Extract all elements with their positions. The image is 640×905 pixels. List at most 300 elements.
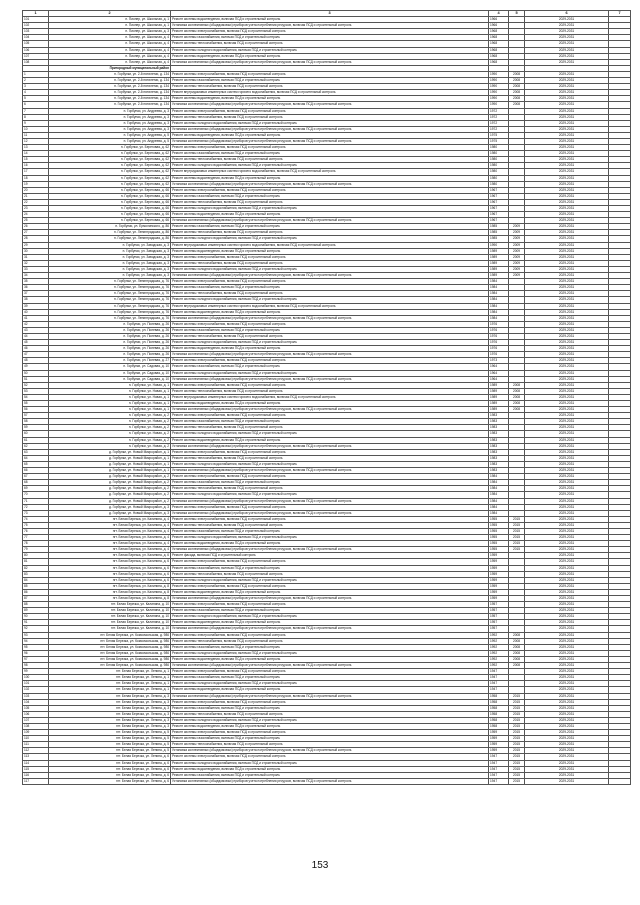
cell-planned-period: 2029-2031 xyxy=(525,59,609,65)
cell-work-type: Ремонт системы теплоснабжения, включая ПСД и строительный контроль xyxy=(171,571,489,577)
cell-work-type: Ремонт системы водоотведения, включая ПСД и строительный контроль xyxy=(171,401,489,407)
cell-address: п. Горбунки, ул. Заводская, д. 3 xyxy=(49,242,171,248)
cell-work-type: Ремонт системы газоснабжения, включая ПСД и строительный контроль xyxy=(171,480,489,486)
cell-row-number: 52 xyxy=(23,382,49,388)
cell-year-built: 1959 xyxy=(489,730,509,736)
cell-year-built: 1980 xyxy=(489,151,509,157)
cell-work-type: Ремонт системы холодного водоснабжения, включая ПСД и строительный контроль xyxy=(171,535,489,541)
cell-address: пгт. Белая Березка, ул. Калинина, д. 10 xyxy=(49,602,171,608)
cell-work-type: Ремонт системы электроснабжения, включая ПСД и строительный контроль xyxy=(171,187,489,193)
cell-row-number: 80 xyxy=(23,553,49,559)
cell-planned-period: 2029-2031 xyxy=(525,693,609,699)
cell-row-number: 33 xyxy=(23,266,49,272)
cell-year-built: 1959 xyxy=(489,583,509,589)
cell-row-number: 75 xyxy=(23,522,49,528)
cell-address: п. Горбунки, ул. Полевая, д. 26 xyxy=(49,327,171,333)
cell-address: п. Горбунки, ул. Новая, д. 1 xyxy=(49,401,171,407)
cell-work-type: Ремонт системы водоотведения, включая ПСД и строительный контроль xyxy=(171,96,489,102)
cell-year-built: 1976 xyxy=(489,321,509,327)
cell-planned-period: 2029-2031 xyxy=(525,333,609,339)
cell-year-repair: 2009 xyxy=(509,254,525,260)
cell-planned-period: 2029-2031 xyxy=(525,547,609,553)
cell-address: п. Горбунки, ул. Садовая, д. 10 xyxy=(49,370,171,376)
cell-address: п. Горбунки, ул. Новая, д. 1 xyxy=(49,382,171,388)
cell-planned-period: 2029-2031 xyxy=(525,254,609,260)
cell-address: п. Горбунки, ул. Береговая, д. 62 xyxy=(49,169,171,175)
cell-work-type: Установка коллективных (общедомовых) приборов учета потребления ресурсов, включая ПСД и строительный контроль xyxy=(171,376,489,382)
cell-year-repair: 2009 xyxy=(509,224,525,230)
cell-address: п. Горбунки, ул. Береговая, д. 62 xyxy=(49,181,171,187)
cell-year-built: 1990 xyxy=(489,71,509,77)
cell-year-built: 1976 xyxy=(489,352,509,358)
cell-work-type: Ремонт системы газоснабжения, включая ПСД и строительный контроль xyxy=(171,565,489,571)
cell-address: п. Горбунки, ул. Береговая, д. 62 xyxy=(49,163,171,169)
cell-address: п. Горбунки, ул. Ермолинского, д. 86 xyxy=(49,224,171,230)
cell-planned-period: 2029-2031 xyxy=(525,370,609,376)
cell-year-built: 1983 xyxy=(489,419,509,425)
cell-year-built: 1980 xyxy=(489,175,509,181)
cell-address: п. Горбунки, ул. Новая, д. 2 xyxy=(49,431,171,437)
cell-work-type: Установка коллективных (общедомовых) приборов учета потребления ресурсов, включая ПСД и строительный контроль xyxy=(171,315,489,321)
cell-planned-period: 2029-2031 xyxy=(525,352,609,358)
cell-work-type: Установка коллективных (общедомовых) приборов учета потребления ресурсов, включая ПСД и строительный контроль xyxy=(171,547,489,553)
cell-row-number: 107 xyxy=(23,53,49,59)
cell-row-number: 102 xyxy=(23,687,49,693)
cell-address: п. Горбунки, ул. Ленинградская, д. 76 xyxy=(49,285,171,291)
cell-work-type: Ремонт системы теплоснабжения, включая ПСД и строительный контроль xyxy=(171,425,489,431)
cell-address: пгт. Белая Березка, ул. Ленина, д. 3 xyxy=(49,693,171,699)
cell-year-built: 1984 xyxy=(489,309,509,315)
cell-address: п. Горбунки, ул. Андреева, д. 5 xyxy=(49,138,171,144)
cell-year-built: 1947 xyxy=(489,760,509,766)
cell-row-number: 39 xyxy=(23,303,49,309)
cell-work-type: Ремонт системы холодного водоснабжения, включая ПСД и строительный контроль xyxy=(171,266,489,272)
cell-row-number: 96 xyxy=(23,650,49,656)
cell-planned-period: 2029-2031 xyxy=(525,187,609,193)
cell-year-built: 1984 xyxy=(489,279,509,285)
cell-row-number: 82 xyxy=(23,565,49,571)
cell-address: пгт. Белая Березка, ул. Калинина, д. 8 xyxy=(49,583,171,589)
cell-year-built: 1958 xyxy=(489,717,509,723)
cell-planned-period: 2029-2031 xyxy=(525,626,609,632)
cell-address: п. Горбунки, ул. Береговая, д. 62 xyxy=(49,157,171,163)
cell-planned-period: 2029-2031 xyxy=(525,504,609,510)
cell-year-built: 1984 xyxy=(489,492,509,498)
cell-planned-period: 2029-2031 xyxy=(525,279,609,285)
cell-work-type: Ремонт системы холодного водоснабжения, включая ПСД и строительный контроль xyxy=(171,431,489,437)
cell-planned-period: 2029-2031 xyxy=(525,181,609,187)
cell-year-built: 1967 xyxy=(489,206,509,212)
cell-year-built: 1983 xyxy=(489,455,509,461)
cell-address: п. Горбунки, ул. 2-й пятилетки, д. 134 xyxy=(49,71,171,77)
cell-planned-period: 2029-2031 xyxy=(525,492,609,498)
cell-planned-period: 2029-2031 xyxy=(525,206,609,212)
cell-row-number: 115 xyxy=(23,766,49,772)
cell-address: пгт. Белая Березка, ул. Ленина, д. 6 xyxy=(49,772,171,778)
cell-address: п. Горбунки, ул. Береговая, д. 66 xyxy=(49,212,171,218)
cell-row-number: 77 xyxy=(23,535,49,541)
cell-year-repair: 2015 xyxy=(509,742,525,748)
cell-year-repair: 2015 xyxy=(509,717,525,723)
cell-address: пгт. Белая Березка, ул. Ленина, д. 3 xyxy=(49,699,171,705)
cell-year-repair: 2015 xyxy=(509,772,525,778)
cell-address: д. Горбунки, ул. Новый Микрорайон, д. 1 xyxy=(49,455,171,461)
cell-row-number: 38 xyxy=(23,297,49,303)
cell-address: п. Пионер, ул. Школьная, д. 3 xyxy=(49,29,171,35)
cell-work-type: Ремонт системы водоотведения, включая ПСД и строительный контроль xyxy=(171,248,489,254)
header-cell-5: 5 xyxy=(509,11,525,17)
cell-address: п. Горбунки, ул. Полевая, д. 27 xyxy=(49,358,171,364)
cell-row-number: 8 xyxy=(23,114,49,120)
cell-row-number: 98 xyxy=(23,663,49,669)
cell-row-number: 76 xyxy=(23,528,49,534)
cell-address: д. Горбунки, ул. Новый Микрорайон, д. 3 xyxy=(49,504,171,510)
cell-row-number: 79 xyxy=(23,547,49,553)
cell-address: п. Горбунки, ул. Андреева, д. 3 xyxy=(49,108,171,114)
cell-work-type: Ремонт системы электроснабжения, включая ПСД и строительный контроль xyxy=(171,321,489,327)
cell-planned-period: 2029-2031 xyxy=(525,559,609,565)
cell-row-number: 11 xyxy=(23,132,49,138)
cell-year-built: 1980 xyxy=(489,169,509,175)
cell-address: п. Горбунки, ул. 2-й пятилетки, д. 134 xyxy=(49,78,171,84)
cell-address: пгт. Белая Березка, ул. Калинина, д. 8 xyxy=(49,589,171,595)
cell-year-repair: 2008 xyxy=(509,394,525,400)
cell-year-built: 1958 xyxy=(489,711,509,717)
cell-year-repair: 2008 xyxy=(509,407,525,413)
cell-row-number: 21 xyxy=(23,193,49,199)
cell-address: пгт. Белая Березка, ул. Калинина, д. 6 xyxy=(49,577,171,583)
cell-work-type: Ремонт системы электроснабжения, включая ПСД и строительный контроль xyxy=(171,108,489,114)
cell-row-number: 92 xyxy=(23,626,49,632)
cell-row-number: 108 xyxy=(23,723,49,729)
cell-planned-period: 2029-2031 xyxy=(525,571,609,577)
cell-planned-period: 2029-2031 xyxy=(525,382,609,388)
cell-planned-period: 2029-2031 xyxy=(525,108,609,114)
cell-address: п. Горбунки, ул. 2-й пятилетки, д. 134 xyxy=(49,84,171,90)
cell-work-type: Ремонт системы электроснабжения, включая ПСД и строительный контроль xyxy=(171,583,489,589)
cell-year-built: 1984 xyxy=(489,498,509,504)
cell-year-built: 1967 xyxy=(489,199,509,205)
cell-work-type: Ремонт системы электроснабжения, включая ПСД и строительный контроль xyxy=(171,474,489,480)
cell-year-built: 1985 xyxy=(489,230,509,236)
cell-address: д. Горбунки, ул. Новый Микрорайон, д. 2 xyxy=(49,486,171,492)
cell-work-type: Ремонт системы водоотведения, включая ПСД и строительный контроль xyxy=(171,175,489,181)
cell-work-type: Ремонт системы газоснабжения, включая ПСД и строительный контроль xyxy=(171,364,489,370)
cell-row-number: 81 xyxy=(23,559,49,565)
cell-year-built: 1968 xyxy=(489,59,509,65)
cell-year-repair: 2015 xyxy=(509,760,525,766)
cell-work-type: Ремонт системы водоотведения, включая ПСД и строительный контроль xyxy=(171,437,489,443)
cell-planned-period: 2029-2031 xyxy=(525,71,609,77)
cell-planned-period: 2029-2031 xyxy=(525,193,609,199)
cell-address: п. Горбунки, ул. Заводская, д. 3 xyxy=(49,260,171,266)
cell-year-built: 1983 xyxy=(489,468,509,474)
cell-work-type: Ремонт системы водоотведения, включая ПСД и строительный контроль xyxy=(171,309,489,315)
cell-address: п. Пионер, ул. Школьная, д. 1 xyxy=(49,17,171,23)
cell-row-number: 41 xyxy=(23,315,49,321)
cell-work-type: Ремонт системы холодного водоснабжения, включая ПСД и строительный контроль xyxy=(171,236,489,242)
cell-work-type: Ремонт системы теплоснабжения, включая ПСД и строительный контроль xyxy=(171,455,489,461)
cell-address: пгт. Белая Березка, ул. Ленина, д. 6 xyxy=(49,766,171,772)
cell-work-type: Установка коллективных (общедомовых) приборов учета потребления ресурсов, включая ПСД и строительный контроль xyxy=(171,23,489,29)
cell-work-type: Установка коллективных (общедомовых) приборов учета потребления ресурсов, включая ПСД и строительный контроль xyxy=(171,138,489,144)
cell-planned-period: 2029-2031 xyxy=(525,620,609,626)
cell-work-type: Ремонт системы холодного водоснабжения, включая ПСД и строительный контроль xyxy=(171,650,489,656)
cell-year-built: 1955 xyxy=(489,516,509,522)
cell-row-number: 63 xyxy=(23,449,49,455)
cell-address: пгт. Белая Березка, ул. Ленина, д. 5 xyxy=(49,748,171,754)
cell-row-number: 29 xyxy=(23,242,49,248)
cell-year-built: 1959 xyxy=(489,596,509,602)
cell-address: пгт. Белая Березка, ул. Комсомольская, д. 986 xyxy=(49,632,171,638)
cell-year-built: 1989 xyxy=(489,394,509,400)
cell-year-built: 1967 xyxy=(489,218,509,224)
cell-planned-period: 2029-2031 xyxy=(525,340,609,346)
cell-work-type: Ремонт системы газоснабжения, включая ПСД и строительный контроль xyxy=(171,151,489,157)
cell-work-type: Ремонт системы газоснабжения, включая ПСД и строительный контроль xyxy=(171,224,489,230)
cell-planned-period: 2029-2031 xyxy=(525,388,609,394)
cell-address: п. Горбунки, ул. Новая, д. 2 xyxy=(49,413,171,419)
cell-planned-period: 2029-2031 xyxy=(525,644,609,650)
cell-planned-period: 2029-2031 xyxy=(525,760,609,766)
cell-address: пгт. Белая Березка, ул. Калинина, д. 6 xyxy=(49,565,171,571)
cell-row-number: 55 xyxy=(23,401,49,407)
cell-planned-period: 2029-2031 xyxy=(525,145,609,151)
cell-year-built: 1959 xyxy=(489,571,509,577)
cell-planned-period: 2029-2031 xyxy=(525,47,609,53)
cell-planned-period: 2029-2031 xyxy=(525,285,609,291)
cell-work-type: Ремонт системы электроснабжения, включая ПСД и строительный контроль xyxy=(171,516,489,522)
cell-planned-period: 2029-2031 xyxy=(525,29,609,35)
cell-year-built: 1980 xyxy=(489,157,509,163)
cell-planned-period: 2029-2031 xyxy=(525,717,609,723)
cell-planned-period: 2029-2031 xyxy=(525,126,609,132)
cell-address: п. Пионер, ул. Школьная, д. 4 xyxy=(49,53,171,59)
cell-work-type: Ремонт системы холодного водоснабжения, включая ПСД и строительный контроль xyxy=(171,340,489,346)
cell-work-type: Ремонт системы электроснабжения, включая ПСД и строительный контроль xyxy=(171,504,489,510)
cell-planned-period: 2029-2031 xyxy=(525,431,609,437)
cell-work-type: Ремонт внутридомовых инженерных систем горячего водоснабжения, включая ПСД и строительный контроль xyxy=(171,303,489,309)
cell-address: п. Горбунки, ул. Ленинградская, д. 76 xyxy=(49,297,171,303)
cell-planned-period: 2029-2031 xyxy=(525,656,609,662)
cell-row-number: 105 xyxy=(23,705,49,711)
cell-work-type: Ремонт внутридомовых инженерных систем горячего водоснабжения, включая ПСД и строительный контроль xyxy=(171,90,489,96)
cell-planned-period: 2029-2031 xyxy=(525,553,609,559)
cell-row-number: 103 xyxy=(23,693,49,699)
cell-year-built: 1968 xyxy=(489,53,509,59)
cell-year-built: 1984 xyxy=(489,474,509,480)
cell-planned-period: 2029-2031 xyxy=(525,425,609,431)
cell-planned-period: 2029-2031 xyxy=(525,358,609,364)
cell-planned-period: 2029-2031 xyxy=(525,114,609,120)
cell-address: п. Горбунки, ул. Береговая, д. 66 xyxy=(49,206,171,212)
cell-year-built: 1967 xyxy=(489,212,509,218)
cell-address: п. Горбунки, ул. Новая, д. 1 xyxy=(49,394,171,400)
cell-year-built: 1964 xyxy=(489,364,509,370)
cell-planned-period: 2029-2031 xyxy=(525,443,609,449)
cell-row-number: 108 xyxy=(23,59,49,65)
cell-address: пгт. Белая Березка, ул. Калинина, д. 8 xyxy=(49,596,171,602)
cell-year-built: 1990 xyxy=(489,90,509,96)
header-cell-4: 4 xyxy=(489,11,509,17)
cell-row-number: 10 xyxy=(23,126,49,132)
cell-year-repair: 2009 xyxy=(509,273,525,279)
cell-address: п. Горбунки, ул. Новая, д. 2 xyxy=(49,443,171,449)
cell-year-built: 1984 xyxy=(489,480,509,486)
cell-row-number: 114 xyxy=(23,760,49,766)
cell-address: п. Горбунки, ул. Садовая, д. 10 xyxy=(49,376,171,382)
cell-planned-period: 2029-2031 xyxy=(525,742,609,748)
cell-planned-period: 2029-2031 xyxy=(525,309,609,315)
cell-year-built: 1959 xyxy=(489,748,509,754)
cell-address: п. Пионер, ул. Школьная, д. 4 xyxy=(49,35,171,41)
table-row xyxy=(23,778,631,784)
cell-address: д. Горбунки, ул. Новый Микрорайон, д. 2 xyxy=(49,474,171,480)
page-number: 153 xyxy=(311,860,329,871)
cell-year-built: 1983 xyxy=(489,449,509,455)
cell-year-built: 1968 xyxy=(489,29,509,35)
cell-year-repair: 2015 xyxy=(509,723,525,729)
cell-year-repair: 2008 xyxy=(509,401,525,407)
cell-planned-period: 2029-2031 xyxy=(525,535,609,541)
cell-work-type: Ремонт системы электроснабжения, включая ПСД и строительный контроль xyxy=(171,754,489,760)
cell-year-built: 1972 xyxy=(489,120,509,126)
cell-work-type: Ремонт системы холодного водоснабжения, включая ПСД и строительный контроль xyxy=(171,47,489,53)
cell-year-repair: 2015 xyxy=(509,699,525,705)
cell-work-type: Ремонт системы электроснабжения, включая ПСД и строительный контроль xyxy=(171,279,489,285)
cell-year-built: 1966 xyxy=(489,23,509,29)
cell-address: пгт. Белая Березка, ул. Комсомольская, д. 986 xyxy=(49,663,171,669)
cell-address: п. Горбунки, ул. Береговая, д. 62 xyxy=(49,151,171,157)
cell-year-repair: 2015 xyxy=(509,730,525,736)
cell-work-type: Ремонт системы газоснабжения, включая ПСД и строительный контроль xyxy=(171,78,489,84)
cell-row-number: 27 xyxy=(23,230,49,236)
cell-address: п. Горбунки, ул. Новая, д. 2 xyxy=(49,437,171,443)
cell-year-built: 1989 xyxy=(489,382,509,388)
cell-planned-period: 2029-2031 xyxy=(525,273,609,279)
cell-address: пгт. Белая Березка, ул. Ленина, д. 6 xyxy=(49,760,171,766)
cell-planned-period: 2029-2031 xyxy=(525,53,609,59)
cell-planned-period: 2029-2031 xyxy=(525,413,609,419)
cell-address: пгт. Белая Березка, ул. Ленина, д. 1 xyxy=(49,669,171,675)
cell-planned-period: 2029-2031 xyxy=(525,224,609,230)
cell-planned-period: 2029-2031 xyxy=(525,461,609,467)
cell-planned-period: 2029-2031 xyxy=(525,589,609,595)
cell-address: д. Горбунки, ул. Новый Микрорайон, д. 1 xyxy=(49,468,171,474)
cell-planned-period: 2029-2031 xyxy=(525,90,609,96)
cell-address: п. Горбунки, ул. Ленинградская, д. 76 xyxy=(49,315,171,321)
cell-work-type: Ремонт системы холодного водоснабжения, включая ПСД и строительный контроль xyxy=(171,297,489,303)
cell-address: п. Горбунки, ул. Береговая, д. 62 xyxy=(49,175,171,181)
cell-year-repair: 2008 xyxy=(509,632,525,638)
cell-work-type: Ремонт системы водоотведения, включая ПСД и строительный контроль xyxy=(171,766,489,772)
cell-planned-period: 2029-2031 xyxy=(525,596,609,602)
cell-work-type: Ремонт системы холодного водоснабжения, включая ПСД и строительный контроль xyxy=(171,681,489,687)
cell-row-number: 72 xyxy=(23,504,49,510)
cell-address: п. Горбунки, ул. Береговая, д. 66 xyxy=(49,187,171,193)
cell-year-repair: 2009 xyxy=(509,248,525,254)
cell-year-built: 1976 xyxy=(489,327,509,333)
cell-year-built: 1972 xyxy=(489,108,509,114)
cell-address: п. Горбунки, ул. Садовая, д. 10 xyxy=(49,364,171,370)
cell-address: пгт. Белая Березка, ул. Калинина, д. 6 xyxy=(49,571,171,577)
cell-address: д. Горбунки, ул. Новый Микрорайон, д. 1 xyxy=(49,461,171,467)
cell-work-type: Установка коллективных (общедомовых) приборов учета потребления ресурсов, включая ПСД и строительный контроль xyxy=(171,693,489,699)
cell-address: п. Горбунки, ул. Новая, д. 1 xyxy=(49,407,171,413)
cell-row-number: 30 xyxy=(23,248,49,254)
cell-work-type: Ремонт системы водоотведения, включая ПСД и строительный контроль xyxy=(171,132,489,138)
cell-year-built: 1967 xyxy=(489,187,509,193)
cell-address: д. Горбунки, ул. Новый Микрорайон, д. 1 xyxy=(49,449,171,455)
cell-address: д. Горбунки, ул. Новый Микрорайон, д. 2 xyxy=(49,480,171,486)
cell-row-number: 103 xyxy=(23,29,49,35)
cell-row-number: 88 xyxy=(23,602,49,608)
cell-work-type: Ремонт системы теплоснабжения, включая ПСД и строительный контроль xyxy=(171,711,489,717)
cell-work-type: Ремонт системы газоснабжения, включая ПСД и строительный контроль xyxy=(171,705,489,711)
cell-year-built: 1958 xyxy=(489,693,509,699)
cell-row-number: 67 xyxy=(23,474,49,480)
cell-address: пгт. Белая Березка, ул. Ленина, д. 3 xyxy=(49,711,171,717)
cell-planned-period: 2029-2031 xyxy=(525,541,609,547)
cell-year-built: 1959 xyxy=(489,553,509,559)
cell-row-number: 104 xyxy=(23,699,49,705)
cell-planned-period: 2029-2031 xyxy=(525,17,609,23)
cell-year-repair: 2015 xyxy=(509,693,525,699)
cell-work-type: Установка коллективных (общедомовых) приборов учета потребления ресурсов, включая ПСД и строительный контроль xyxy=(171,352,489,358)
cell-planned-period: 2029-2031 xyxy=(525,449,609,455)
cell-planned-period: 2029-2031 xyxy=(525,650,609,656)
cell-address: д. Горбунки, ул. Новый Микрорайон, д. 2 xyxy=(49,498,171,504)
cell-address: пгт. Белая Березка, ул. Калинина, д. 4 xyxy=(49,516,171,522)
cell-year-repair: 2008 xyxy=(509,650,525,656)
cell-planned-period: 2029-2031 xyxy=(525,480,609,486)
cell-row-number: 59 xyxy=(23,425,49,431)
cell-row-number: 107 xyxy=(23,717,49,723)
cell-address: д. Горбунки, ул. Новый Микрорайон, д. 3 xyxy=(49,510,171,516)
cell-work-type: Ремонт системы теплоснабжения, включая ПСД и строительный контроль xyxy=(171,388,489,394)
cell-year-built: 1968 xyxy=(489,41,509,47)
cell-address: пгт. Белая Березка, ул. Ленина, д. 5 xyxy=(49,736,171,742)
cell-work-type: Ремонт системы электроснабжения, включая ПСД и строительный контроль xyxy=(171,559,489,565)
cell-row-number: 28 xyxy=(23,236,49,242)
cell-year-built: 1983 xyxy=(489,443,509,449)
cell-work-type: Ремонт системы холодного водоснабжения, включая ПСД и строительный контроль xyxy=(171,717,489,723)
cell-row-number: 25 xyxy=(23,218,49,224)
cell-row-number: 51 xyxy=(23,376,49,382)
cell-address: пгт. Белая Березка, ул. Комсомольская, д. 986 xyxy=(49,644,171,650)
cell-year-repair: 2008 xyxy=(509,644,525,650)
cell-year-built: 1955 xyxy=(489,547,509,553)
cell-year-built: 1980 xyxy=(489,145,509,151)
cell-row-number: 110 xyxy=(23,736,49,742)
cell-address: пгт. Белая Березка, ул. Калинина, д. 4 xyxy=(49,522,171,528)
cell-planned-period: 2029-2031 xyxy=(525,614,609,620)
cell-address: пгт. Белая Березка, ул. Калинина, д. 4 xyxy=(49,547,171,553)
cell-work-type: Ремонт системы электроснабжения, включая ПСД и строительный контроль xyxy=(171,632,489,638)
cell-work-type: Ремонт системы теплоснабжения, включая ПСД и строительный контроль xyxy=(171,522,489,528)
cell-year-built: 1973 xyxy=(489,358,509,364)
cell-work-type: Ремонт системы водоотведения, включая ПСД и строительный контроль xyxy=(171,346,489,352)
cell-row-number: 111 xyxy=(23,742,49,748)
cell-work-type: Ремонт системы теплоснабжения, включая ПСД и строительный контроль xyxy=(171,742,489,748)
cell-year-repair: 2009 xyxy=(509,266,525,272)
cell-work-type: Ремонт системы электроснабжения, включая ПСД и строительный контроль xyxy=(171,254,489,260)
cell-year-repair: 2015 xyxy=(509,711,525,717)
cell-address: п. Горбунки, ул. 2-й пятилетки, д. 134 xyxy=(49,96,171,102)
cell-address: пгт. Белая Березка, ул. Ленина, д. 5 xyxy=(49,730,171,736)
cell-year-built: 1968 xyxy=(489,35,509,41)
cell-row-number: 91 xyxy=(23,620,49,626)
